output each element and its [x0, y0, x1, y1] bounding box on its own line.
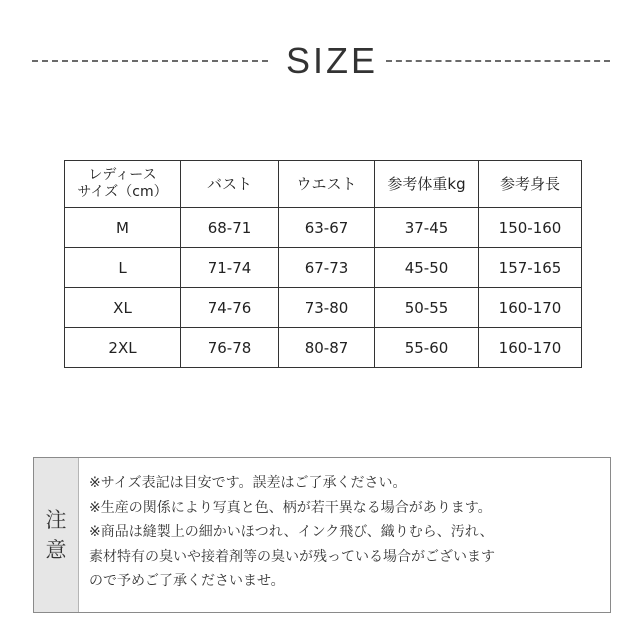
title-divider-right: [386, 60, 610, 62]
size-cell: XL: [65, 288, 181, 328]
size-cell: M: [65, 208, 181, 248]
waist-cell: 63-67: [279, 208, 375, 248]
table-row: [65, 288, 582, 328]
note-line: ※サイズ表記は目安です。誤差はご了承ください。: [89, 475, 407, 491]
bust-cell: 68-71: [181, 208, 279, 248]
page-title: SIZE: [286, 40, 379, 81]
size-table: [64, 160, 582, 368]
notes-label-char: 意: [45, 538, 67, 562]
notes-label: [34, 458, 79, 612]
header-size-line1: レディース: [88, 167, 157, 184]
header-cell-size: [65, 161, 181, 208]
note-line: ※生産の関係により写真と色、柄が若干異なる場合があります。: [89, 499, 492, 516]
bust-cell: 76-78: [181, 328, 279, 368]
weight-cell: 55-60: [375, 328, 479, 368]
header-cell-height: 参考身長: [479, 161, 582, 208]
note-line: ので予めご了承くださいませ。: [89, 573, 285, 589]
table-row: [65, 208, 582, 248]
table-row: [65, 328, 582, 368]
height-cell: 150-160: [479, 208, 582, 248]
table-row: [65, 248, 582, 288]
height-cell: 160-170: [479, 328, 582, 368]
bust-cell: 74-76: [181, 288, 279, 328]
note-line: ※商品は縫製上の細かいほつれ、インク飛び、織りむら、汚れ、: [89, 524, 494, 540]
notes-box: [33, 457, 611, 613]
height-cell: 160-170: [479, 288, 582, 328]
height-cell: 157-165: [479, 248, 582, 288]
notes-label-char: 注: [45, 508, 67, 532]
weight-cell: 37-45: [375, 208, 479, 248]
table-header-row: [65, 161, 582, 208]
size-cell: L: [65, 248, 181, 288]
bust-cell: 71-74: [181, 248, 279, 288]
header-cell-waist: ウエスト: [279, 161, 375, 208]
header-cell-weight: 参考体重kg: [375, 161, 479, 208]
waist-cell: 67-73: [279, 248, 375, 288]
title-row: [32, 38, 610, 84]
size-cell: 2XL: [65, 328, 181, 368]
waist-cell: 80-87: [279, 328, 375, 368]
header-size-line2: サイズ（cm）: [77, 184, 168, 200]
weight-cell: 45-50: [375, 248, 479, 288]
notes-body: [79, 458, 495, 612]
note-line: 素材特有の臭いや接着剤等の臭いが残っている場合がございます: [89, 548, 495, 565]
title-divider-left: [32, 60, 268, 62]
weight-cell: 50-55: [375, 288, 479, 328]
waist-cell: 73-80: [279, 288, 375, 328]
header-cell-bust: バスト: [181, 161, 279, 208]
